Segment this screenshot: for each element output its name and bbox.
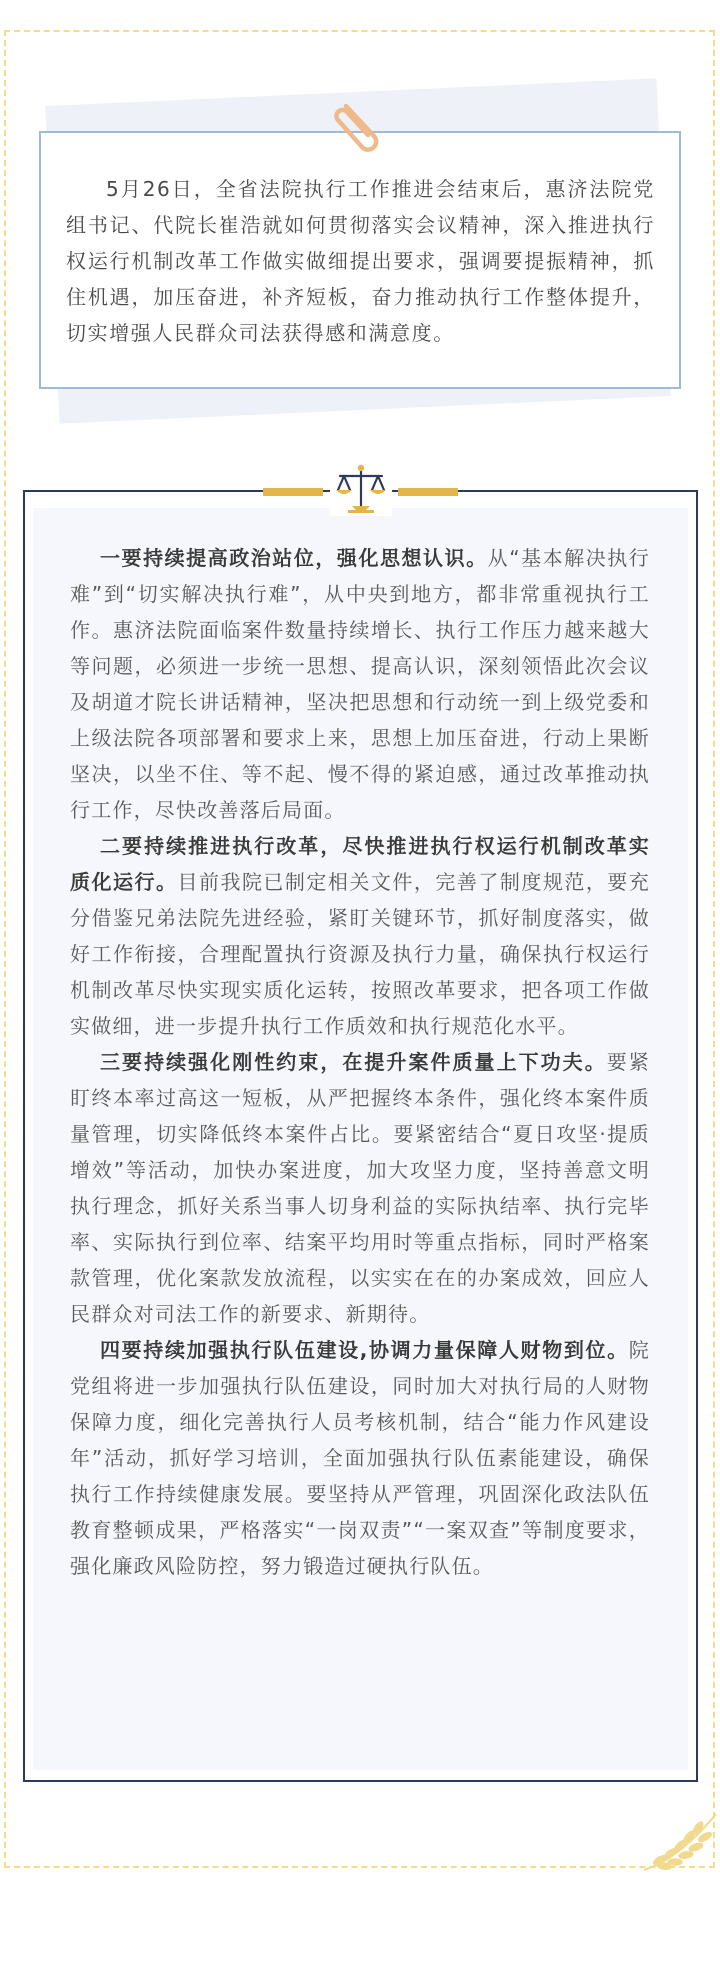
section-3-body: 要紧盯终本率过高这一短板，从严把握终本条件，强化终本案件质量管理，切实降低终本案件占比。要紧密结合“夏日攻坚·提质增效”等活动，加快办案进度，加大攻坚力度，坚持善意文明执行理念，抓好关系当事人切身利益的实际执结率、执行完毕率、实际执行到位率、结案平均用时等重点指标，同时严格案款管理，优化案款发放流程，以实实在在的办案成效，回应人民群众对司法工作的新要求、新期待。 <box>70 1050 650 1326</box>
section-4 <box>70 1332 650 1584</box>
paperclip-icon <box>332 96 390 154</box>
intro-card <box>39 131 681 389</box>
section-2-heading: 二要持续推进执行改革，尽快推进执行权运行机制改革实质化运行。 <box>70 834 650 894</box>
header-rule-left <box>263 488 323 496</box>
section-4-heading: 四要持续加强执行队伍建设,协调力量保障人财物到位。 <box>100 1338 629 1362</box>
header-rule-right <box>398 488 458 496</box>
section-3 <box>70 1044 650 1332</box>
wheat-decoration-icon <box>640 1808 718 1874</box>
section-1-body: 从“基本解决执行难”到“切实解决执行难”，从中央到地方，都非常重视执行工作。惠济法院面临案件数量持续增长、执行工作压力越来越大等问题，必须进一步统一思想、提高认识，深刻领悟此次会议及胡道才院长讲话精神，坚决把思想和行动统一到上级党委和上级法院各项部署和要求上来，思想上加压奋进，行动上果断坚决，以坐不住、等不起、慢不得的紧迫感，通过改革推动执行工作，尽快改善落后局面。 <box>70 546 650 822</box>
section-2 <box>70 828 650 1044</box>
section-3-heading: 三要持续强化刚性约束，在提升案件质量上下功夫。 <box>100 1050 607 1074</box>
section-1 <box>70 540 650 828</box>
scales-of-justice-icon <box>330 460 392 516</box>
section-2-body: 目前我院已制定相关文件，完善了制度规范，要充分借鉴兄弟法院先进经验，紧盯关键环节，抓好制度落实，做好工作衔接，合理配置执行资源及执行力量，确保执行权运行机制改革尽快实现实质化运转，按照改革要求，把各项工作做实做细，进一步提升执行工作质效和执行规范化水平。 <box>70 870 651 1038</box>
section-4-body: 院党组将进一步加强执行队伍建设，同时加大对执行局的人财物保障力度，细化完善执行人员考核机制，结合“能力作风建设年”活动，抓好学习培训，全面加强执行队伍素能建设，确保执行工作持续健康发展。要坚持从严管理，巩固深化政法队伍教育整顿成果，严格落实“一岗双责”“一案双查”等制度要求，强化廉政风险防控，努力锻造过硬执行队伍。 <box>70 1338 650 1578</box>
article-body <box>70 540 650 1584</box>
section-1-heading: 一要持续提高政治站位，强化思想认识。 <box>100 546 488 570</box>
intro-text: 5月26日，全省法院执行工作推进会结束后，惠济法院党组书记、代院长崔浩就如何贯彻落实会议精神，深入推进执行权运行机制改革工作做实做细提出要求，强调要提振精神，抓住机遇，加压奋进，补齐短板，奋力推动执行工作整体提升，切实增强人民群众司法获得感和满意度。 <box>66 177 655 345</box>
